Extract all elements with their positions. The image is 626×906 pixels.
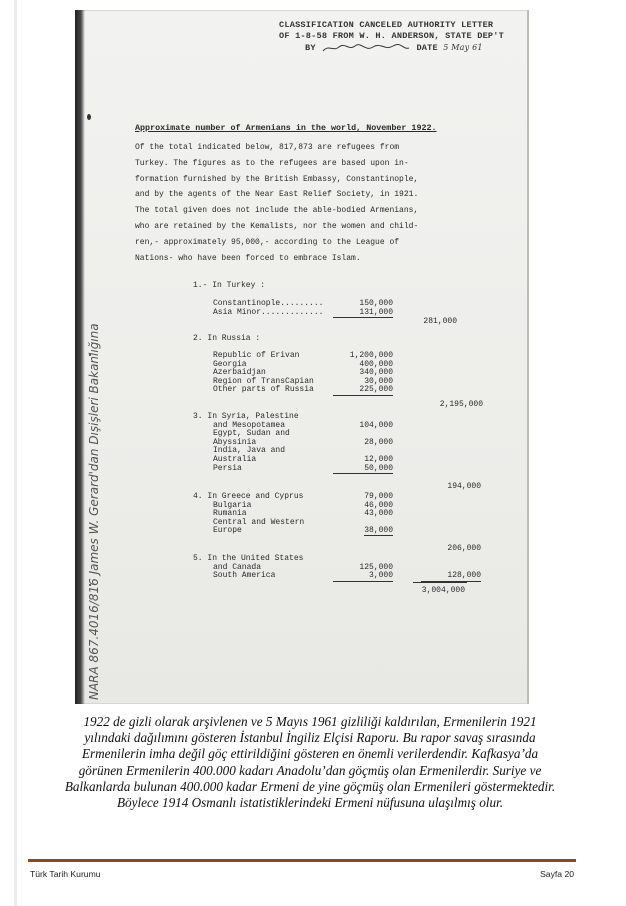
page-margin-rule [14, 0, 17, 906]
caption-line: 1922 de gizli olarak arşivlenen ve 5 Mayıs 1961 gizliliği kaldırılan, Ermenilerin 1921 [83, 714, 537, 729]
caption-line: yılındaki dağılımını gösteren İstanbul İngiliz Elçisi Raporu. Bu rapor savaş sırasında [84, 730, 536, 746]
region-name: Region of TransCapian [213, 376, 314, 386]
region-name: Georgia [213, 359, 247, 369]
region-name: and Canada [213, 562, 262, 572]
document-paragraph [135, 140, 455, 266]
caption-line: Böylece 1914 Osmanlı istatistiklerindeki Ermeni nüfusuna ulaşılmış olur. [116, 795, 504, 811]
margin-note-text: NARA 867.4016/816 James W. Gerard'dan Dışişleri Bakanlığına [87, 323, 101, 700]
caption-line: görünen Ermenilerin 400.000 kadarı Anadolu’dan göçmüş olan Ermenilerdir. Suriye ve [78, 762, 542, 778]
paragraph-line: who are retained by the Kemalists, nor the women and child- [135, 221, 419, 231]
section-total: 128,000 [421, 572, 481, 582]
section-total: 194,000 [447, 482, 481, 491]
section-heading: 2. In Russia : [193, 334, 261, 343]
region-name: Rumania [213, 509, 247, 519]
region-name: South America [213, 571, 276, 581]
caption-line: Ermenilerin imha değil göç ettirildiğini gösteren en önemli verilerdendir. Kafkasya’da [81, 746, 539, 762]
region-value: 30,000 [364, 376, 393, 386]
region-name: Asia Minor............. [213, 307, 324, 317]
section-heading: 5. In the United States [193, 554, 304, 563]
paragraph-line: The total given does not include the able-bodied Armenians, [135, 206, 419, 216]
region-value: 38,000 [364, 525, 393, 535]
archival-document-scan [75, 10, 529, 704]
footer-page-number: Sayfa 20 [540, 869, 574, 879]
region-value: 50,000 [333, 465, 393, 475]
scan-speck [87, 114, 91, 120]
section-heading: 3. In Syria, Palestine [193, 412, 299, 421]
region-value: 12,000 [364, 454, 393, 464]
region-name: Azerbaidjan [213, 368, 266, 378]
grand-total: 3,004,000 [421, 586, 465, 595]
region-name: India, Java and [213, 446, 286, 456]
document-heading: Approximate number of Armenians in the world, November 1922. [135, 123, 437, 133]
region-name: Central and Western [213, 517, 305, 527]
region-value: 400,000 [359, 359, 393, 369]
section-heading: 4. In Greece and Cyprus [193, 492, 304, 501]
stamp-line-1: CLASSIFICATION CANCELED AUTHORITY LETTER [279, 20, 494, 30]
region-value: 79,000 [364, 492, 393, 501]
region-value: 43,000 [364, 509, 393, 519]
paragraph-line: formation furnished by the British Embassy, Constantinople, [135, 174, 419, 184]
paragraph-line: ren,- approximately 95,000,- according to the League of [135, 237, 400, 247]
region-name: Europe [213, 526, 242, 536]
section-total: 2,195,000 [439, 400, 483, 409]
declassification-stamp [279, 20, 504, 54]
section-heading: 1.- In Turkey : [193, 281, 266, 290]
footer-rule [28, 859, 576, 862]
region-name: Australia [213, 454, 257, 464]
footer-publisher: Türk Tarih Kurumu [30, 869, 101, 879]
stamp-line-2: OF 1-8-58 FROM W. H. ANDERSON, STATE DEP'T [279, 31, 504, 41]
paragraph-line: Nations- who have been forced to embrace Islam. [135, 253, 361, 263]
caption-line: Balkanlarda bulunan 400.000 kadar Ermeni de yine göçmüş olan Ermenileri göstermektedir. [64, 778, 556, 794]
scan-dark-edge [75, 10, 85, 704]
region-value: 46,000 [364, 500, 393, 510]
region-name: Republic of Erivan [213, 351, 300, 360]
stamp-line-3 [279, 42, 504, 54]
handwritten-margin-note [87, 323, 107, 700]
region-value: 150,000 [359, 299, 393, 308]
stamp-date-label: DATE [416, 43, 438, 53]
region-value: 340,000 [359, 368, 393, 378]
region-value: 225,000 [333, 386, 393, 396]
handwritten-signature [321, 43, 411, 53]
section-total: 206,000 [447, 544, 481, 553]
grand-total-rule [413, 582, 467, 583]
region-name: Abyssinia [213, 437, 257, 447]
region-value: 3,000 [333, 572, 393, 582]
paragraph-line: and by the agents of the Near East Relief Society, in 1921. [135, 190, 419, 200]
region-value: 1,200,000 [349, 351, 393, 360]
region-value: 28,000 [364, 437, 393, 447]
region-value: 131,000 [333, 309, 393, 319]
scan-right-edge [527, 10, 529, 704]
region-name: and Mesopotamea [213, 420, 286, 430]
region-name: Other parts of Russia [213, 385, 314, 395]
stamp-date-value: 5 May 61 [443, 43, 483, 52]
region-value: 104,000 [359, 420, 393, 430]
region-name: Persia [213, 463, 242, 473]
region-name: Egypt, Sudan and [213, 429, 290, 439]
paragraph-line: Of the total indicated below, 817,873 are refugees from [135, 143, 400, 152]
paragraph-line: Turkey. The figures as to the refugees are based upon in- [135, 158, 409, 168]
region-name: Bulgaria [213, 500, 252, 510]
stamp-by-label: BY [305, 43, 316, 53]
figure-caption [20, 714, 600, 811]
region-value: 125,000 [359, 562, 393, 572]
region-name: Constantinople......... [213, 299, 324, 308]
section-total: 281,000 [423, 317, 457, 326]
